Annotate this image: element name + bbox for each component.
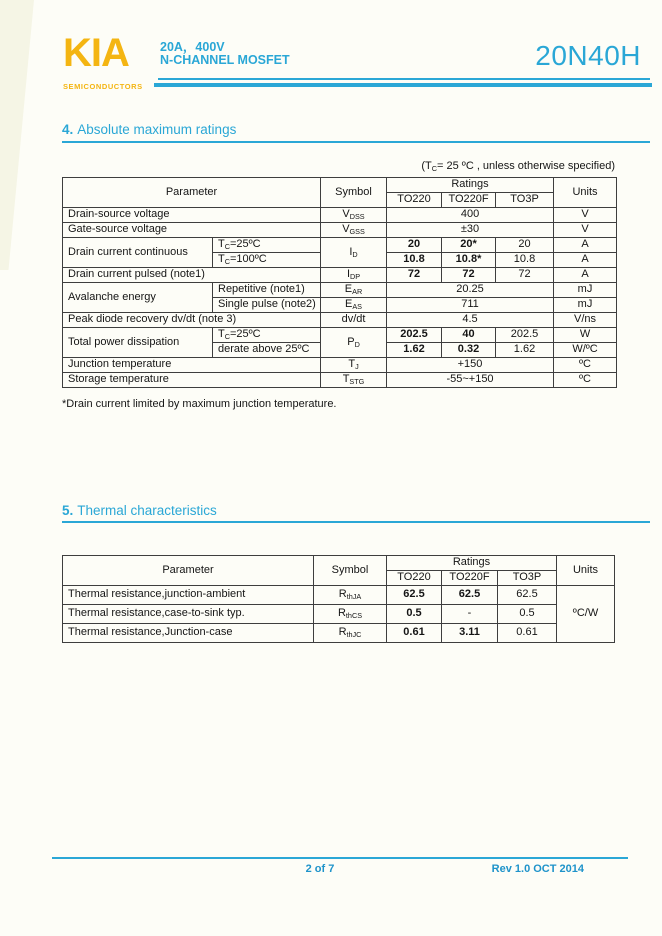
column-header: TO3P: [496, 193, 554, 208]
table-cell: 0.32: [442, 343, 496, 358]
test-conditions-note: ($T_C= 25$ ºC , unless otherwise specified): [421, 160, 615, 173]
table-cell: V: [554, 208, 617, 223]
table-cell: Drain-source voltage: [63, 208, 321, 223]
column-header: Ratings: [387, 556, 557, 571]
table-cell: $R_{thCS}$: [314, 605, 387, 624]
table-cell: 3.11: [442, 624, 498, 643]
table-cell: Thermal resistance,Junction-case: [63, 624, 314, 643]
table-cell: 62.5: [387, 586, 442, 605]
table-cell: 20.25: [387, 283, 554, 298]
column-header: Symbol: [321, 178, 387, 208]
table-cell: 72: [442, 268, 496, 283]
abs-max-footnote: *Drain current limited by maximum junction temperature.: [62, 398, 337, 410]
table-cell: V: [554, 223, 617, 238]
table-cell: Single pulse (note2): [213, 298, 321, 313]
table-cell: 62.5: [442, 586, 498, 605]
table-cell: dv/dt: [321, 313, 387, 328]
table-row: [63, 238, 617, 253]
table-cell: Junction temperature: [63, 358, 321, 373]
table-cell: -: [442, 605, 498, 624]
table-cell: 20: [496, 238, 554, 253]
table-cell: $T_J$: [321, 358, 387, 373]
table-cell: 202.5: [496, 328, 554, 343]
table-cell: 10.8*: [442, 253, 496, 268]
column-header: Ratings: [387, 178, 554, 193]
table-row: [63, 178, 617, 193]
table-cell: $I_{DP}$: [321, 268, 387, 283]
table-row: [63, 328, 617, 343]
table-cell: $T_{STG}$: [321, 373, 387, 388]
table-row: [63, 373, 617, 388]
table-cell: 400: [387, 208, 554, 223]
table-cell: Peak diode recovery dv/dt (note 3): [63, 313, 321, 328]
table-cell: $T_C=100ºC$: [213, 253, 321, 268]
table-cell: A: [554, 238, 617, 253]
table-cell: $R_{thJA}$: [314, 586, 387, 605]
column-header: TO220F: [442, 571, 498, 586]
table-row: [63, 268, 617, 283]
table-cell: $E_{AR}$: [321, 283, 387, 298]
table-cell: 0.5: [498, 605, 557, 624]
table-cell: W: [554, 328, 617, 343]
table-cell: Thermal resistance,junction-ambient: [63, 586, 314, 605]
table-cell: 202.5: [387, 328, 442, 343]
section-5-number: 5.: [62, 503, 74, 518]
table-cell: $E_{AS}$: [321, 298, 387, 313]
table-cell: A: [554, 253, 617, 268]
table-row: [63, 283, 617, 298]
table-cell: $V_{GSS}$: [321, 223, 387, 238]
table-cell: 72: [496, 268, 554, 283]
part-number: 20N40H: [535, 40, 641, 71]
table-cell: 0.61: [387, 624, 442, 643]
table-cell: Total power dissipation: [63, 328, 213, 358]
table-cell: 1.62: [496, 343, 554, 358]
table-cell: Repetitive (note1): [213, 283, 321, 298]
table-cell: 62.5: [498, 586, 557, 605]
header-rule-thick: [154, 83, 652, 87]
table-cell: Gate-source voltage: [63, 223, 321, 238]
section-4-title-text: Absolute maximum ratings: [77, 122, 237, 137]
column-header: TO220: [387, 193, 442, 208]
table-cell: 0.5: [387, 605, 442, 624]
brand-logo: KIA: [63, 31, 129, 75]
table-cell: 72: [387, 268, 442, 283]
table-cell: 20*: [442, 238, 496, 253]
table-cell: ºC: [554, 373, 617, 388]
section-4-rule: [62, 141, 650, 143]
table-cell: Drain current pulsed (note1): [63, 268, 321, 283]
section-4-number: 4.: [62, 122, 74, 137]
table-cell: $T_C=25ºC$: [213, 328, 321, 343]
table-cell: Thermal resistance,case-to-sink typ.: [63, 605, 314, 624]
table-row: [63, 223, 617, 238]
section-5-title-text: Thermal characteristics: [77, 503, 217, 518]
table-cell: 20: [387, 238, 442, 253]
table-cell: ±30: [387, 223, 554, 238]
section-4-title: [62, 122, 236, 137]
column-header: TO3P: [498, 571, 557, 586]
absolute-maximum-ratings-table: [62, 177, 617, 388]
section-5-rule: [62, 521, 650, 523]
product-spec-line: 20A，400V: [160, 40, 225, 54]
table-cell: Avalanche energy: [63, 283, 213, 313]
table-cell: ºC: [554, 358, 617, 373]
table-cell: 10.8: [496, 253, 554, 268]
table-row: [63, 624, 615, 643]
table-cell: derate above 25ºC: [213, 343, 321, 358]
column-header: Units: [557, 556, 615, 586]
brand-subtitle: SEMICONDUCTORS: [63, 82, 143, 91]
table-cell: 40: [442, 328, 496, 343]
table-cell: mJ: [554, 298, 617, 313]
table-cell: 4.5: [387, 313, 554, 328]
table-cell: 0.61: [498, 624, 557, 643]
product-type-line: N-CHANNEL MOSFET: [160, 53, 290, 67]
column-header: TO220: [387, 571, 442, 586]
table-cell: W/ºC: [554, 343, 617, 358]
table-row: [63, 556, 615, 571]
table-cell: $P_D$: [321, 328, 387, 358]
table-cell: Storage temperature: [63, 373, 321, 388]
table-cell: $T_C=25ºC$: [213, 238, 321, 253]
table-cell: V/ns: [554, 313, 617, 328]
header-rule-thin: [158, 78, 650, 80]
table-row: [63, 605, 615, 624]
column-header: Parameter: [63, 178, 321, 208]
table-cell: $I_D$: [321, 238, 387, 268]
table-cell: A: [554, 268, 617, 283]
column-header: Symbol: [314, 556, 387, 586]
table-cell: +150: [387, 358, 554, 373]
table-row: [63, 358, 617, 373]
table-cell: $R_{thJC}$: [314, 624, 387, 643]
table-cell: 1.62: [387, 343, 442, 358]
table-cell: $V_{DSS}$: [321, 208, 387, 223]
table-cell: 711: [387, 298, 554, 313]
footer-rule: [52, 857, 628, 859]
table-cell: -55~+150: [387, 373, 554, 388]
column-header: Units: [554, 178, 617, 208]
table-row: [63, 208, 617, 223]
footer-revision: Rev 1.0 OCT 2014: [491, 863, 584, 875]
table-row: [63, 313, 617, 328]
table-cell: ºC/W: [557, 586, 615, 643]
column-header: TO220F: [442, 193, 496, 208]
thermal-characteristics-table: [62, 555, 615, 643]
section-5-title: [62, 503, 217, 518]
table-cell: 10.8: [387, 253, 442, 268]
table-cell: mJ: [554, 283, 617, 298]
footer-page-number: 2 of 7: [305, 863, 335, 875]
scan-edge-artifact: [0, 0, 34, 270]
table-row: [63, 586, 615, 605]
table-cell: Drain current continuous: [63, 238, 213, 268]
column-header: Parameter: [63, 556, 314, 586]
